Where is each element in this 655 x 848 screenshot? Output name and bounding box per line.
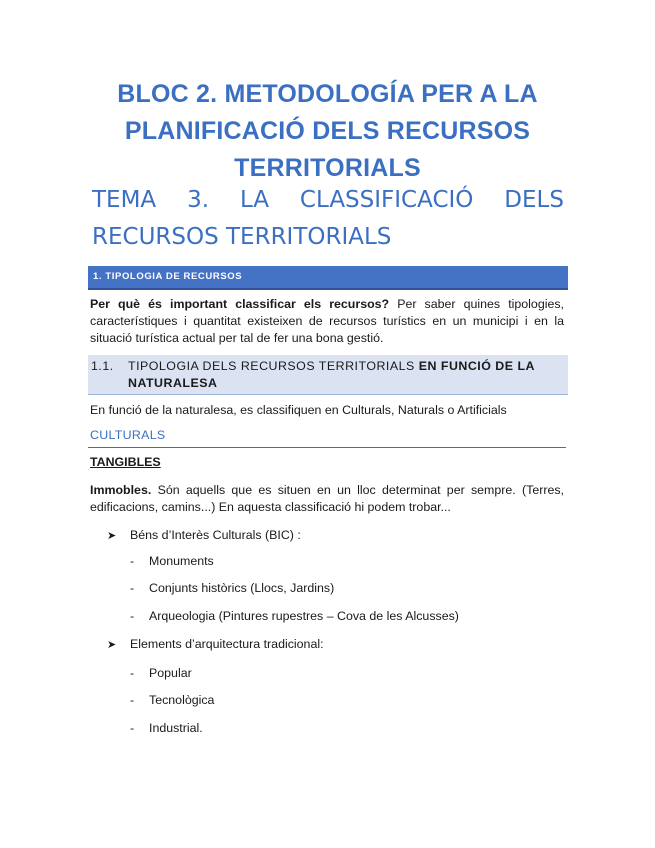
bloc-title-line: TERRITORIALS xyxy=(234,154,421,182)
dash-marker: - xyxy=(130,609,135,623)
section-heading-label: 1. TIPOLOGIA DE RECURSOS xyxy=(93,271,243,282)
subsection-title-normal: TIPOLOGIA DELS RECURSOS TERRITORIALS xyxy=(128,359,419,373)
bullet-label: Elements d’arquitectura tradicional: xyxy=(130,637,324,651)
intro-question: Per què és important classificar els recursos? xyxy=(90,297,390,311)
natura-paragraph: En funció de la naturalesa, es classifiquen en Culturals, Naturals o Artificials xyxy=(90,403,507,417)
intro-answer: Per saber quines tipologies, característiques i quantitat existeixen de recursos turístics en un municipi i en la situació turística actual per tal de fer una bona gestió. xyxy=(90,297,564,345)
bloc-title-line: BLOC 2. METODOLOGÍA PER A LA xyxy=(117,80,538,108)
section-heading-bar xyxy=(88,266,568,288)
tema-word: LA xyxy=(239,187,270,213)
tangibles-heading: TANGIBLES xyxy=(90,455,161,469)
tema-word: DELS xyxy=(504,187,564,213)
tema-word: TEMA xyxy=(92,187,157,213)
section-bar-underline xyxy=(88,288,568,290)
bullet-label: Béns d’Interès Culturals (BIC) : xyxy=(130,528,301,542)
culturals-underline xyxy=(88,447,566,448)
dash-marker: - xyxy=(130,554,135,568)
dash-marker: - xyxy=(130,693,135,707)
dash-marker: - xyxy=(130,581,135,595)
arrowhead-bullet-icon: ➤ xyxy=(107,530,117,542)
arrowhead-bullet-icon: ➤ xyxy=(107,639,117,651)
list-item: Monuments xyxy=(149,554,214,568)
subsection-number: 1.1. xyxy=(91,359,114,373)
list-item: Tecnològica xyxy=(149,693,215,707)
list-item: Industrial. xyxy=(149,721,203,735)
intro-paragraph xyxy=(90,296,564,347)
tema-title-line2: RECURSOS TERRITORIALS xyxy=(92,224,392,250)
subsection-title xyxy=(128,358,560,392)
dash-marker: - xyxy=(130,666,135,680)
immobles-description: Són aquells que es situen en un lloc determinat per sempre. (Terres, edificacions, camins...) En aquesta classificació hi podem trobar... xyxy=(90,483,564,514)
bloc-title-line: PLANIFICACIÓ DELS RECURSOS xyxy=(124,117,531,145)
tema-word: CLASSIFICACIÓ xyxy=(299,187,474,213)
list-item: Arqueologia (Pintures rupestres – Cova de les Alcusses) xyxy=(149,609,459,623)
tema-word: 3. xyxy=(187,187,210,213)
list-item: Conjunts històrics (Llocs, Jardins) xyxy=(149,581,335,595)
subsection-title-bold: EN FUNCIÓ DE LA NATURALESA xyxy=(128,359,535,390)
bloc-title xyxy=(60,76,595,187)
immobles-label: Immobles. xyxy=(90,483,152,497)
list-item: Popular xyxy=(149,666,192,680)
dash-marker: - xyxy=(130,721,135,735)
tema-title xyxy=(92,182,564,256)
immobles-paragraph xyxy=(90,482,564,516)
culturals-heading: CULTURALS xyxy=(90,428,166,442)
subsection-heading-bar xyxy=(88,355,568,395)
